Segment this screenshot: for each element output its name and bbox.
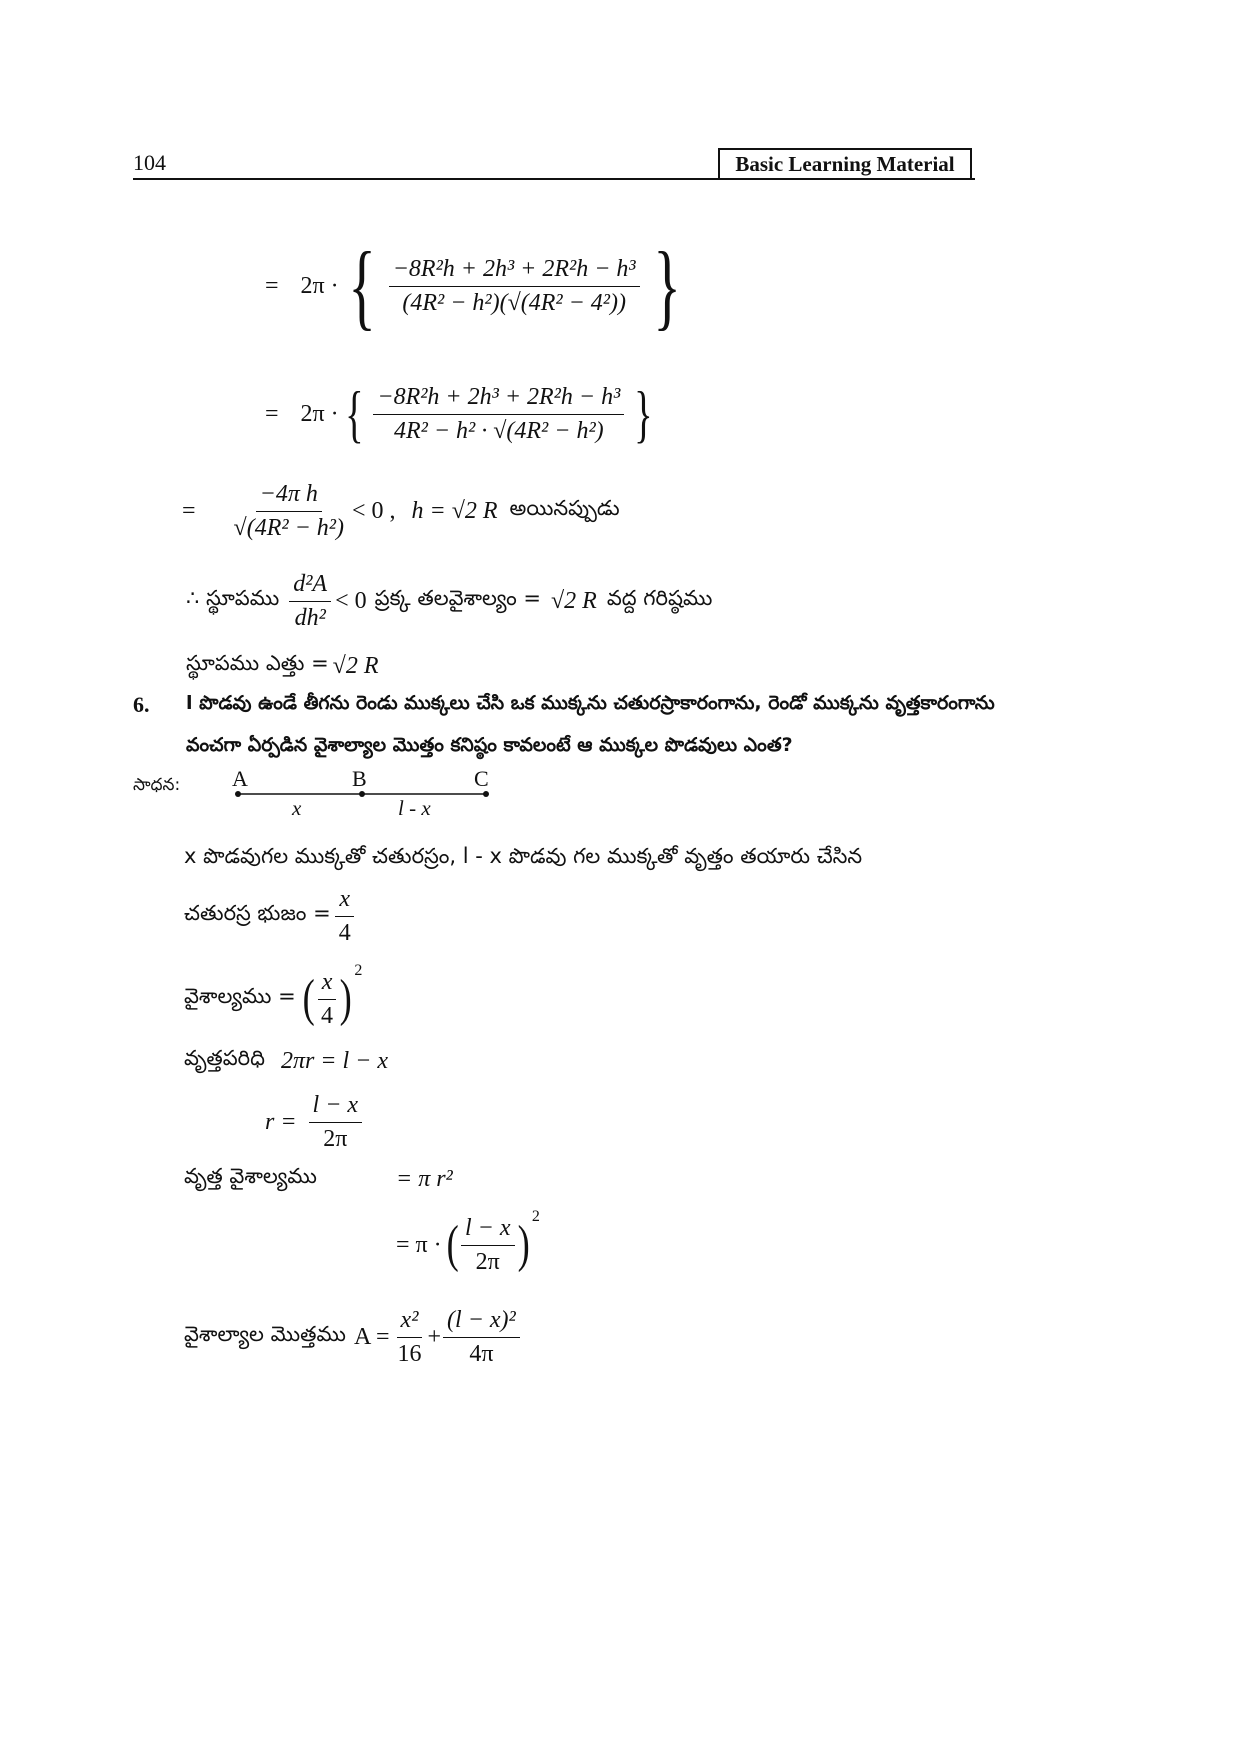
- s8-numerator-1: x²: [397, 1307, 423, 1338]
- segment-lx-label: l - x: [398, 796, 431, 820]
- page-number: 104: [133, 150, 166, 175]
- eq4-text2: వద్ద గరిష్ఠము: [606, 586, 713, 610]
- header-title: Basic Learning Material: [735, 151, 955, 176]
- s3-label: వైశాల్యము =: [184, 984, 296, 1008]
- header-title-box: [718, 148, 972, 180]
- s5-denominator: 2π: [323, 1125, 348, 1152]
- eq5-value: √2 R: [332, 652, 379, 679]
- s5-lhs: r =: [265, 1108, 297, 1135]
- s8-denominator-2: 4π: [469, 1340, 494, 1367]
- label-c: C: [474, 766, 489, 791]
- eq3-equals: =: [182, 497, 196, 524]
- s6-label: వృత్త వైశాల్యము: [184, 1164, 317, 1188]
- question-line-1: l పొడవు ఉండే తీగను రెండు ముక్కలు చేసి ఒక ముక్కను చతురస్రాకారంగాను, రెండో ముక్కను వృత్తకారంగాను: [186, 692, 995, 714]
- eq1-equals: =: [265, 272, 279, 299]
- s3-denominator: 4: [321, 1002, 334, 1029]
- solution-step-1: x పొడవుగల ముక్కతో చతురస్రం, l - x పొడవు గల ముక్కతో వృత్తం తయారు చేసిన: [184, 844, 863, 868]
- eq1-numerator: −8R²h + 2h³ + 2R²h − h³: [389, 256, 640, 287]
- question-number: 6.: [133, 692, 150, 717]
- eq3-relation: < 0 ,: [351, 497, 396, 524]
- eq1-lead: 2π ·: [300, 272, 339, 299]
- s8-label: వైశాల్యాల మొత్తము: [184, 1322, 346, 1346]
- eq3-numerator: −4π h: [256, 481, 322, 512]
- label-a: A: [232, 766, 248, 791]
- solution-step-7: [396, 1208, 540, 1278]
- segment-diagram: [220, 768, 510, 824]
- eq4-denominator: dh²: [294, 604, 326, 631]
- s3-left-paren: (: [302, 970, 315, 1027]
- eq4-numerator: d²A: [289, 571, 331, 602]
- equation-4: [186, 566, 712, 636]
- eq1-right-brace: }: [652, 232, 681, 339]
- eq2-left-brace: {: [344, 378, 364, 449]
- eq2-denominator: 4R² − h² · √(4R² − h²): [393, 417, 604, 444]
- s2-denominator: 4: [338, 919, 351, 946]
- eq2-equals: =: [265, 400, 279, 427]
- question-line-2: వంచగా ఏర్పడిన వైశాల్యాల మొత్తం కనిష్ఠం కావలంటే ఆ ముక్కల పొడవులు ఎంత?: [186, 734, 793, 756]
- s2-label: చతురస్ర భుజం =: [184, 901, 331, 925]
- s4-label: వృత్తపరిధి: [184, 1046, 265, 1070]
- s3-exponent: 2: [354, 962, 363, 979]
- eq2-numerator: −8R²h + 2h³ + 2R²h − h³: [373, 384, 624, 415]
- s2-numerator: x: [335, 886, 354, 917]
- eq3-condition-text: అయినప్పుడు: [509, 496, 620, 520]
- eq4-therefore: ∴ స్థూపము: [186, 586, 280, 610]
- eq2-lead: 2π ·: [300, 400, 339, 427]
- eq4-relation: < 0: [335, 587, 367, 614]
- eq1-denominator: (4R² − h²)(√(4R² − 4²)): [402, 289, 626, 316]
- s7-eq: = π ·: [396, 1231, 442, 1258]
- eq1-left-brace: {: [347, 232, 376, 339]
- s8-plus: +: [427, 1323, 442, 1350]
- s7-left-paren: (: [446, 1216, 459, 1273]
- s8-numerator-2: (l − x)²: [443, 1307, 520, 1338]
- header-rule: [133, 178, 975, 180]
- solution-step-6: [184, 1164, 453, 1194]
- eq5-text: స్థూపము ఎత్తు =: [186, 651, 329, 675]
- solution-step-3: [184, 962, 363, 1032]
- eq4-value: √2 R: [551, 587, 597, 614]
- s8-denominator-1: 16: [397, 1340, 422, 1367]
- equation-2: [265, 372, 659, 456]
- s7-right-paren: ): [517, 1216, 530, 1273]
- eq2-right-brace: }: [634, 378, 653, 449]
- segment-x-label: x: [292, 796, 302, 820]
- eq4-text: ప్రక్క తలవైశాల్యం =: [374, 586, 541, 610]
- solution-label: సాధన:: [133, 775, 181, 795]
- equation-1: [265, 228, 690, 344]
- solution-step-8: [184, 1302, 522, 1372]
- eq3-denominator: √(4R² − h²): [233, 514, 344, 541]
- solution-step-4: [184, 1046, 388, 1076]
- s7-denominator: 2π: [475, 1248, 500, 1275]
- s7-numerator: l − x: [461, 1215, 515, 1246]
- equation-3: [182, 476, 620, 546]
- s7-exponent: 2: [531, 1208, 540, 1225]
- solution-step-2: [184, 885, 359, 946]
- equation-5: [186, 648, 379, 684]
- s5-numerator: l − x: [309, 1092, 363, 1123]
- s4-expression: 2πr = l − x: [280, 1047, 389, 1074]
- eq3-condition: h = √2 R: [411, 497, 498, 524]
- label-b: B: [352, 766, 367, 791]
- s3-numerator: x: [318, 969, 337, 1000]
- s8-lhs: A =: [353, 1323, 390, 1350]
- s3-right-paren: ): [339, 970, 352, 1027]
- solution-step-5: [265, 1091, 366, 1152]
- s6-expression: = π r²: [396, 1165, 453, 1192]
